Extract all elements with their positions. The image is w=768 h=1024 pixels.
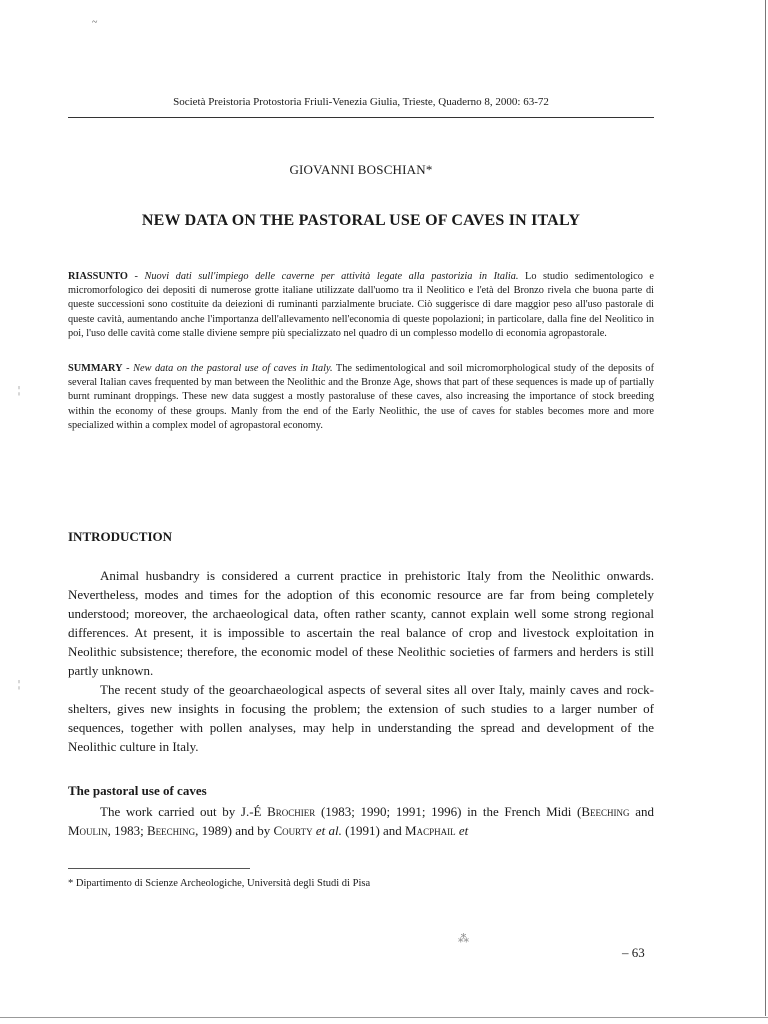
page-bottom-edge: [0, 1017, 768, 1018]
citation-author: Beeching: [146, 823, 196, 838]
riassunto-title: Nuovi dati sull'impiego delle caverne per attività legate alla pastorizia in Italia.: [144, 271, 519, 282]
paragraph: Animal husbandry is considered a current practice in prehistoric Italy from the Neolithic onwards. Nevertheless, modes and times for the adoption of this economic resource are far from being completely understood; moreover, the archaeological data, often rather scanty, cannot explain well some strong regional differences. At present, it is impossible to ascertain the real balance of crop and livestock exploitation in Neolithic subsistence; therefore, the economic model of these Neolithic societies of farmers and herders is still partly unknown.: [68, 568, 654, 678]
scan-mark-icon: ⁂: [458, 933, 469, 945]
page-number: – 63: [622, 945, 645, 960]
scan-speck: ¦: [18, 679, 21, 690]
summary-abstract: SUMMARY - New data on the pastoral use of caves in Italy. The sedimentological and soil micromorphological study of the deposits of several Italian caves frequented by man between the Neolithic and the Bronze Age, shows that part of these sequences is made up of partially burnt ruminant droppings. These new data suggest a mostly pastoraluse of these caves, also increasing the importance of stock breeding within the economy of these groups. Manly from the end of the Early Neolithic, the use of caves for stables becomes more and more specialized within a complex model of agropastoral economy.: [68, 363, 655, 431]
scan-speck: ¦: [18, 385, 21, 396]
riassunto-text: Lo studio sedimentologico e micromorfologico dei depositi di numerose grotte italiane utilizzate dall'uomo tra il Neolitico e l'età del Bronzo rivela che buona parte di queste successioni sono costituite da deiezioni di ruminanti parzialmente bruciate. Ciò suggerisce di dare maggior peso all'uso pastorale di queste cavità, aumentando anche l'importanza dell'allevamento nell'economia di queste popolazioni; in particolare, dalla fine del Neolitico in poi, l'uso delle cavità come stalle diviene sempre più specializzato nel quadro di un complesso modello di economia agropastorale.: [68, 271, 654, 339]
citation-author: Brochier: [267, 804, 316, 819]
paragraph: The recent study of the geoarchaeological aspects of several sites all over Italy, mainly caves and rock-shelters, gives new insights in focusing the problem; the extension of such studies to a larger number of sequences, together with pollen analyses, may help in understanding the spread and development of the Neolithic culture in Italy.: [68, 682, 654, 754]
footnote-rule: [68, 868, 250, 869]
citation-author: Macphail: [405, 823, 456, 838]
header-rule: [68, 117, 654, 118]
paper-title: NEW DATA ON THE PASTORAL USE OF CAVES IN ITALY: [141, 212, 581, 229]
pastoral-use-body: [68, 802, 654, 840]
summary-label: SUMMARY: [68, 363, 123, 374]
author-name: GIOVANNI BOSCHIAN*: [289, 162, 433, 177]
paragraph: The work carried out by J.-É Brochier (1983; 1990; 1991; 1996) in the French Midi (Beeching and Moulin, 1983; Beeching, 1989) and by Courty et al. (1991) and Macphail et: [68, 804, 654, 838]
citation-author: Moulin: [68, 823, 108, 838]
running-head: Società Preistoria Protostoria Friuli-Venezia Giulia, Trieste, Quaderno 8, 2000: 63-72: [173, 96, 549, 108]
citation-author: Courty: [273, 823, 313, 838]
riassunto-label: RIASSUNTO: [68, 271, 128, 282]
page-edge: [765, 0, 766, 1016]
riassunto-abstract: RIASSUNTO - Nuovi dati sull'impiego delle caverne per attività legate alla pastorizia in Italia. Lo studio sedimentologico e micromorfologico dei depositi di numerose grotte italiane utilizzate dall'uomo tra il Neolitico e l'età del Bronzo rivela che buona parte di queste successioni sono costituite da deiezioni di ruminanti parzialmente bruciate. Ciò suggerisce di dare maggior peso all'uso pastorale di queste cavità, aumentando anche l'importanza dell'allevamento nell'economia di queste popolazioni; in particolare, dalla fine del Neolitico in poi, l'uso delle cavità come stalle diviene sempre più specializzato nel quadro di un complesso modello di economia agropastorale.: [68, 271, 654, 339]
introduction-body: [68, 566, 654, 756]
citation-author: Beeching: [581, 804, 630, 819]
scan-speck: ~: [92, 17, 98, 28]
summary-text: The sedimentological and soil micromorphological study of the deposits of several Italian caves frequented by man between the Neolithic and the Bronze Age, shows that part of these sequences is made up of partially burnt ruminant droppings. These new data suggest a mostly pastoraluse of these caves, also increasing the importance of stock breeding within the economy of these groups. Manly from the end of the Early Neolithic, the use of caves for stables becomes more and more specialized within a complex model of agropastoral economy.: [68, 363, 655, 431]
summary-title: New data on the pastoral use of caves in Italy.: [133, 363, 333, 374]
pastoral-use-heading: The pastoral use of caves: [68, 783, 207, 798]
introduction-heading: INTRODUCTION: [68, 529, 173, 544]
footnote: * Dipartimento di Scienze Archeologiche, Università degli Studi di Pisa: [68, 878, 371, 889]
